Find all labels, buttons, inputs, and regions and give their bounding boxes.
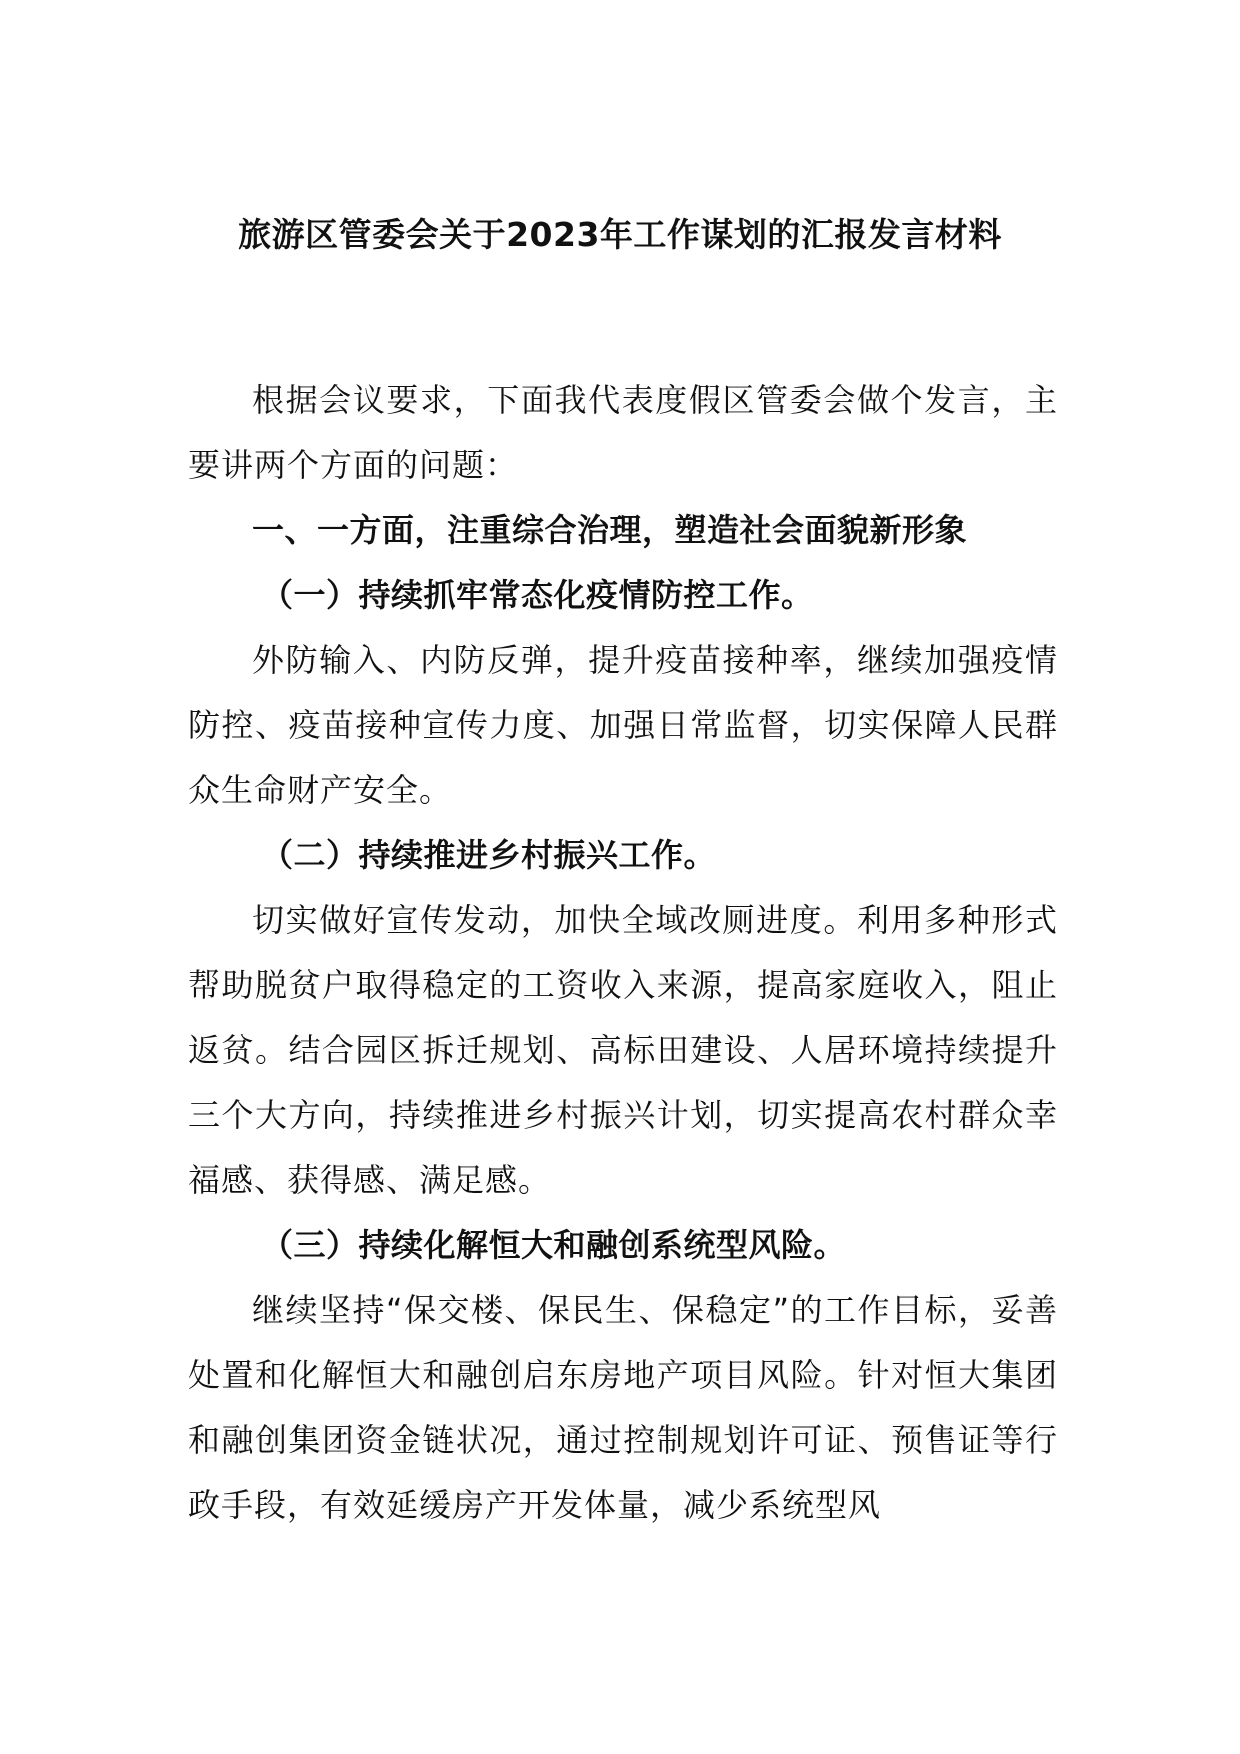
subsection-paragraph-1: 外防输入、内防反弹，提升疫苗接种率，继续加强疫情防控、疫苗接种宣传力度、加强日常监督，切实保障人民群众生命财产安全。 <box>188 641 1058 809</box>
document-body <box>188 368 1058 1538</box>
subsection-heading-3: （三）持续化解恒大和融创系统型风险。 <box>261 1226 847 1264</box>
section-heading-1: 一、一方面，注重综合治理，塑造社会面貌新形象 <box>252 511 968 549</box>
subsection-paragraph-2: 切实做好宣传发动，加快全域改厕进度。利用多种形式帮助脱贫户取得稳定的工资收入来源，提高家庭收入，阻止返贫。结合园区拆迁规划、高标田建设、人居环境持续提升三个大方向，持续推进乡村振兴计划，切实提高农村群众幸福感、获得感、满足感。 <box>188 901 1058 1199</box>
intro-paragraph: 根据会议要求，下面我代表度假区管委会做个发言，主要讲两个方面的问题： <box>188 381 1058 484</box>
subsection-heading-2: （二）持续推进乡村振兴工作。 <box>261 836 717 874</box>
subsection-paragraph-3: 继续坚持“保交楼、保民生、保稳定”的工作目标，妥善处置和化解恒大和融创启东房地产项目风险。针对恒大集团和融创集团资金链状况，通过控制规划许可证、预售证等行政手段，有效延缓房产开发体量，减少系统型风 <box>188 1291 1058 1524</box>
subsection-heading-1: （一）持续抓牢常态化疫情防控工作。 <box>261 576 814 614</box>
document-title: 旅游区管委会关于2023年工作谋划的汇报发言材料 <box>238 215 1002 254</box>
